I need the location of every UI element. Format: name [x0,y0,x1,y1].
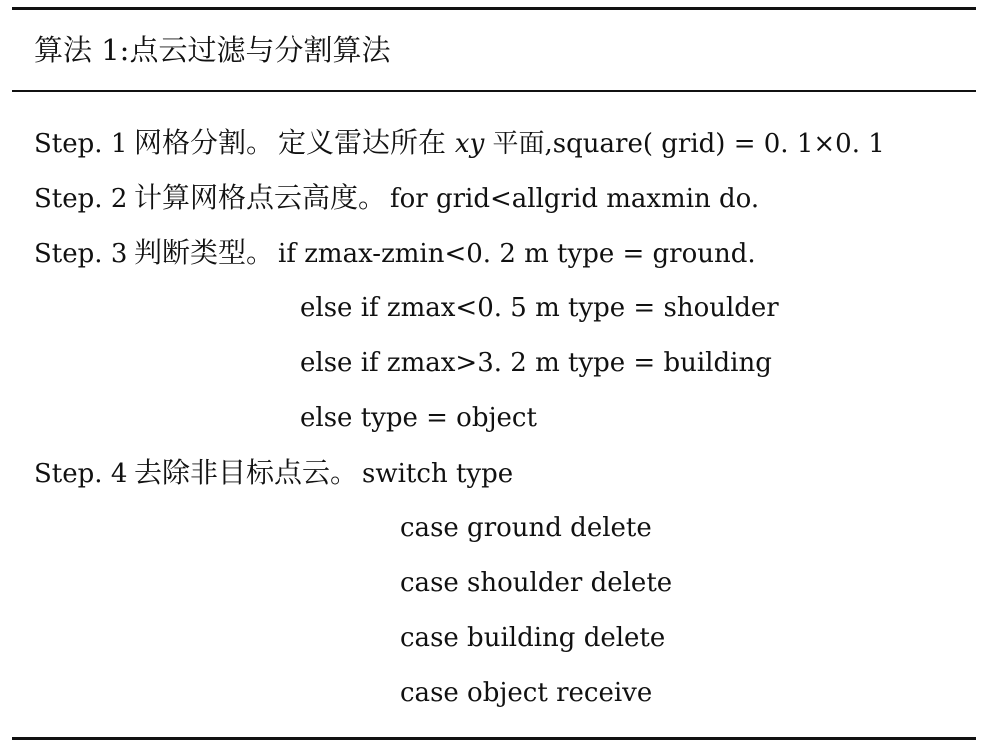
step-3-line-3: else type = object [300,403,537,433]
step-1-line [34,125,885,162]
step-4-text-0: switch type [362,459,514,489]
step-1-text-a: 定义雷达所在 [278,126,455,159]
step-3-text-0: if zmax-zmin<0. 2 m type = ground. [278,239,756,269]
step-3-line [34,235,756,272]
algorithm-title: 算法 1:点云过滤与分割算法 [34,33,391,67]
step-4-line-2: case shoulder delete [400,568,673,598]
table-bottom-rule [12,737,976,740]
step-3-line-2: else if zmax>3. 2 m type = building [300,348,772,378]
step-2-name: 计算网格点云高度。 [134,181,387,214]
step-4-line-4: case object receive [400,678,653,708]
step-4-line-3: case building delete [400,623,666,653]
step-2-label: Step. 2 [34,184,128,214]
step-3-label: Step. 3 [34,239,128,269]
step-2-line [34,180,759,217]
table-top-rule [12,7,976,10]
step-1-text-xy: xy [454,129,485,159]
step-4-line [34,455,513,492]
step-1-text-b: 平面,square( grid) = 0. 1×0. 1 [484,129,885,159]
step-1-label: Step. 1 [34,129,128,159]
step-4-name: 去除非目标点云。 [134,456,359,489]
step-4-label: Step. 4 [34,459,128,489]
step-4-line-1: case ground delete [400,513,652,543]
step-1-name: 网格分割。 [134,126,275,159]
table-header-rule [12,90,976,92]
step-3-name: 判断类型。 [134,236,275,269]
step-2-text: for grid<allgrid maxmin do. [390,184,760,214]
step-3-line-1: else if zmax<0. 5 m type = shoulder [300,293,779,323]
